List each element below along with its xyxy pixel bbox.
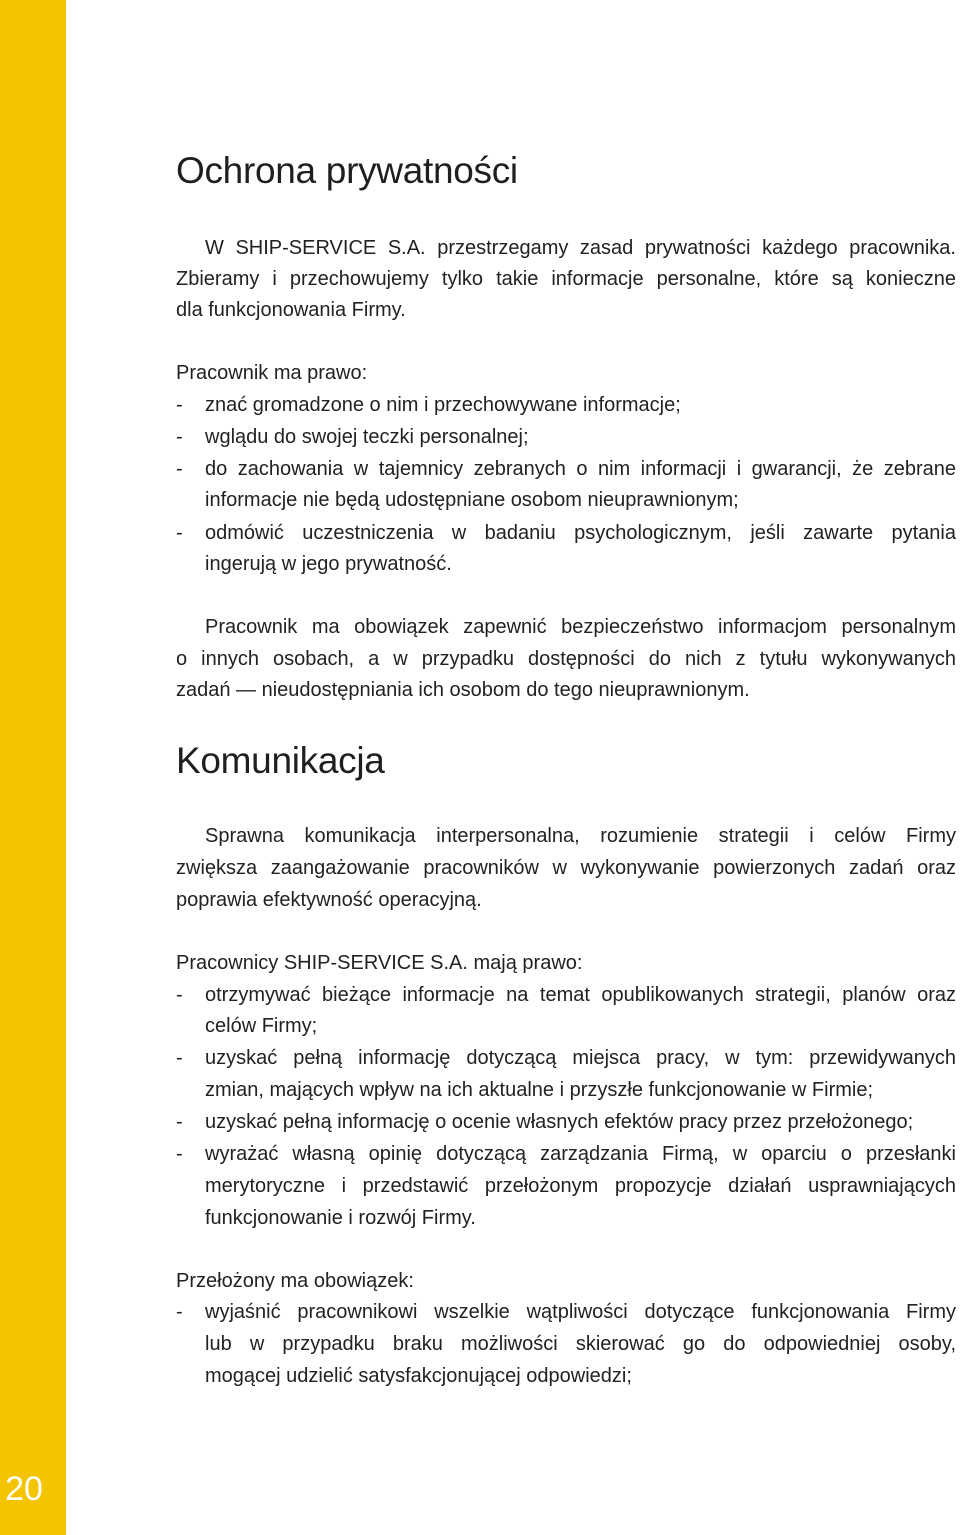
communication-intro-line: poprawia efektywność operacyjną. — [176, 889, 482, 911]
privacy-duty-line: Pracownik ma obowiązek zapewnić bezpieczeństwo informacjom personalnym — [205, 616, 956, 638]
communication-intro-line: zwiększa zaangażowanie pracowników w wykonywanie powierzonych zadań oraz — [176, 857, 956, 879]
communication-right-item: uzyskać pełną informację o ocenie własnych efektów pracy przez przełożonego; — [205, 1111, 914, 1133]
privacy-right-item: ingerują w jego prywatność. — [205, 553, 452, 575]
supervisor-heading: Przełożony ma obowiązek: — [176, 1270, 414, 1292]
list-dash: - — [176, 984, 183, 1006]
privacy-duty-line: o innych osobach, a w przypadku dostępności do nich z tytułu wykonywanych — [176, 648, 956, 670]
privacy-intro-line: W SHIP-SERVICE S.A. przestrzegamy zasad prywatności każdego pracownika. — [205, 237, 956, 259]
communication-right-item: funkcjonowanie i rozwój Firmy. — [205, 1207, 476, 1229]
communication-right-item: wyrażać własną opinię dotyczącą zarządzania Firmą, w oparciu o przesłanki — [205, 1143, 956, 1165]
privacy-right-item: znać gromadzone o nim i przechowywane informacje; — [205, 394, 681, 416]
list-dash: - — [176, 426, 183, 448]
list-dash: - — [176, 1111, 183, 1133]
privacy-right-item: do zachowania w tajemnicy zebranych o nim informacji i gwarancji, że zebrane — [205, 458, 956, 480]
communication-right-item: zmian, mających wpływ na ich aktualne i przyszłe funkcjonowanie w Firmie; — [205, 1079, 874, 1101]
communication-right-item: uzyskać pełną informację dotyczącą miejsca pracy, w tym: przewidywanych — [205, 1047, 956, 1069]
privacy-right-item: wglądu do swojej teczki personalnej; — [205, 426, 529, 448]
supervisor-duty-item: wyjaśnić pracownikowi wszelkie wątpliwości dotyczące funkcjonowania Firmy — [205, 1301, 956, 1323]
privacy-intro-line: dla funkcjonowania Firmy. — [176, 299, 406, 321]
page-number: 20 — [5, 1470, 43, 1508]
privacy-rights-heading: Pracownik ma prawo: — [176, 362, 368, 384]
list-dash: - — [176, 522, 183, 544]
side-color-bar — [0, 0, 66, 1535]
communication-right-item: otrzymywać bieżące informacje na temat opublikowanych strategii, planów oraz — [205, 984, 956, 1006]
section-title-communication: Komunikacja — [176, 740, 385, 781]
supervisor-duty-item: mogącej udzielić satysfakcjonującej odpowiedzi; — [205, 1365, 632, 1387]
section-title-privacy: Ochrona prywatności — [176, 150, 518, 191]
list-dash: - — [176, 1143, 183, 1165]
privacy-right-item: odmówić uczestniczenia w badaniu psychologicznym, jeśli zawarte pytania — [205, 522, 956, 544]
privacy-duty-line: zadań — nieudostępniania ich osobom do tego nieuprawnionym. — [176, 679, 750, 701]
supervisor-duty-item: lub w przypadku braku możliwości skierować go do odpowiedniej osoby, — [205, 1333, 956, 1355]
privacy-right-item: informacje nie będą udostępniane osobom nieuprawnionym; — [205, 489, 739, 511]
privacy-intro-line: Zbieramy i przechowujemy tylko takie informacje personalne, które są konieczne — [176, 268, 956, 290]
list-dash: - — [176, 394, 183, 416]
communication-intro-line: Sprawna komunikacja interpersonalna, rozumienie strategii i celów Firmy — [205, 825, 956, 847]
communication-right-item: merytoryczne i przedstawić przełożonym propozycje działań usprawniających — [205, 1175, 956, 1197]
list-dash: - — [176, 458, 183, 480]
communication-rights-heading: Pracownicy SHIP-SERVICE S.A. mają prawo: — [176, 952, 583, 974]
list-dash: - — [176, 1047, 183, 1069]
list-dash: - — [176, 1301, 183, 1323]
communication-right-item: celów Firmy; — [205, 1015, 318, 1037]
